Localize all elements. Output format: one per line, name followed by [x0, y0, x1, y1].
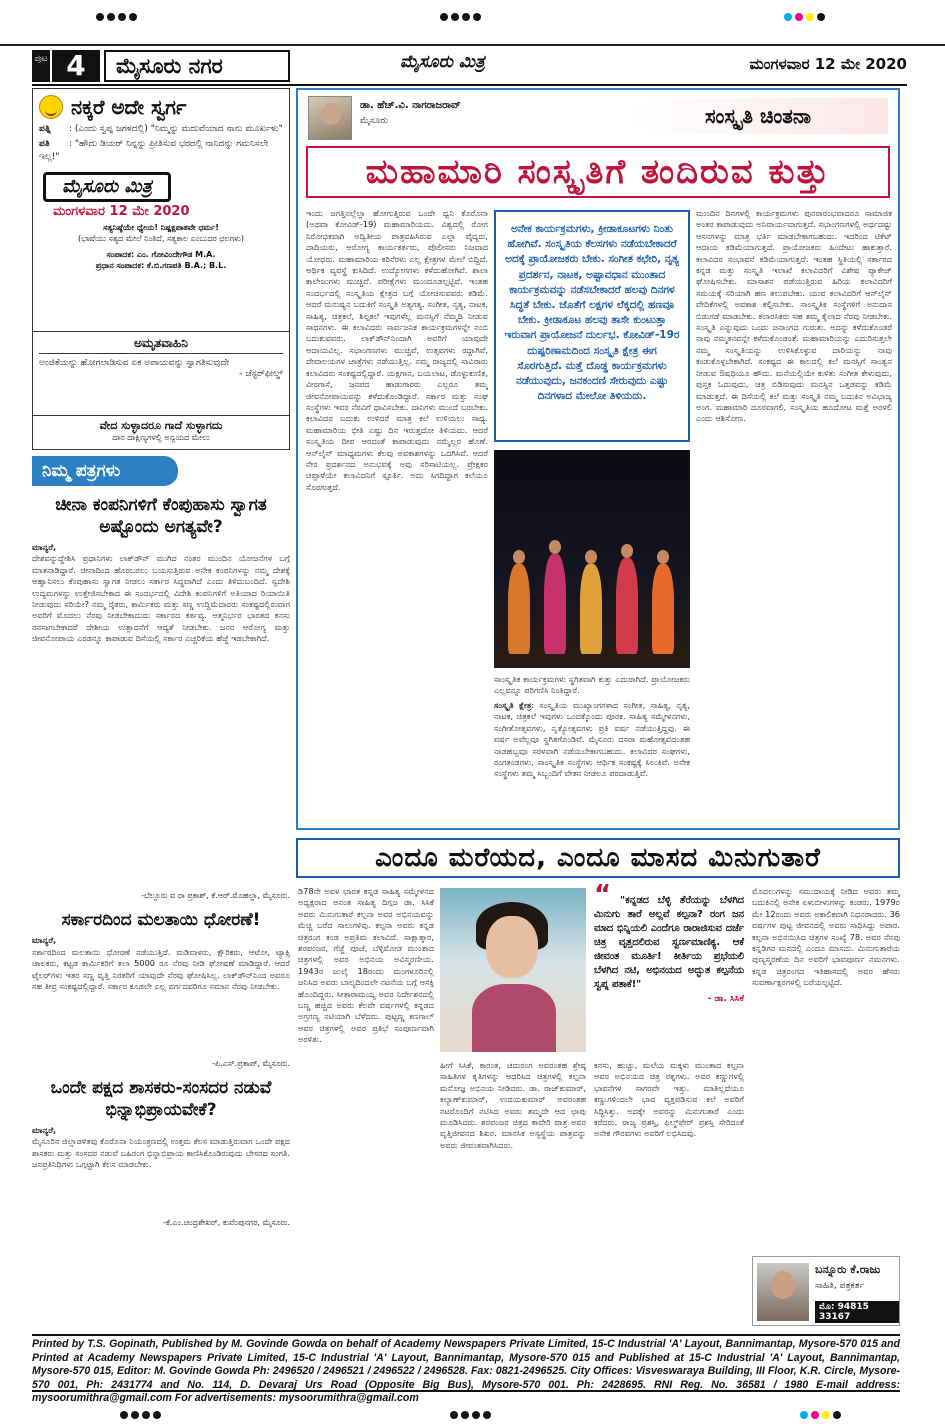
- registration-marks-bottom-left: [120, 1404, 164, 1414]
- photo-face: [486, 916, 538, 978]
- letter-signoff: -ಬೆಲ್ಲೂರು ವ ರಾ ಪ್ರಕಾಶ್, ಕೆ.ಆರ್.ಮೊಹಲ್ಲಾ, ಮೈಸೂರು.: [141, 891, 290, 901]
- joke-title: ನಕ್ಕರೆ ಅದೇ ಸ್ವರ್ಗ: [71, 95, 187, 119]
- section-title: ಮೈಸೂರು ನಗರ: [104, 50, 290, 82]
- laughing-face-icon: [39, 95, 63, 119]
- tagline: ಸತ್ಯನಿಷ್ಠೆಯೇ ಧ್ಯೇಯ! ನಿಷ್ಪಕ್ಷಪಾತವೇ ಧರ್ಮ!: [103, 223, 219, 232]
- registration-marks-bottom-right: [800, 1404, 844, 1414]
- joke-box: [32, 88, 290, 332]
- quote-of-day-title: ಅಮೃತವಾಹಿನಿ: [39, 336, 283, 354]
- author-place: ಮೈಸೂರು: [360, 116, 388, 126]
- tribute-column-4: ಮೊದಲುಗಳನ್ನು ಸಮುದಾಯಕ್ಕೆ ನೀಡಿದ ಅವರು ತಮ್ಮ ಬದುಕಿನಲ್ಲಿ ಅನೇಕ ಏಳುಬೀಳುಗಳನ್ನು ಕಂಡರು. 1979ರ ಮೇ 12ರಂದು ಅವರು ಅಕಾಲಿಕವಾಗಿ ನಿಧನರಾದರು. 36 ವರ್ಷಗಳ ಪುಟ್ಟ ಜೀವನದಲ್ಲಿ ಅವರು ಸಾಧಿಸಿದ್ದು ಅಪಾರ. ಕಲ್ಪನಾ ಅಭಿನಯಿಸಿದ ಚಿತ್ರಗಳ ಸಂಖ್ಯೆ 78. ಅವರ ನೆನಪು ಕನ್ನಡಿಗರ ಮನದಲ್ಲಿ ಎಂದೂ ಮಾಸದು. ಮಿನುಗುತಾರೆಯ ಪುಣ್ಯಸ್ಮರಣೆಯ ದಿನ ಅವರಿಗೆ ಭಾವಪೂರ್ಣ ನಮನಗಳು. ಕನ್ನಡ ಚಿತ್ರರಂಗದ ಇತಿಹಾಸದಲ್ಲಿ ಅವರ ಹೆಸರು ಸುವರ್ಣಾಕ್ಷರಗಳಲ್ಲಿ ಬರೆಯಲ್ಪಟ್ಟಿದೆ.: [752, 886, 900, 988]
- dancers-photo: [494, 450, 690, 668]
- column-title: ಸಂಸ್ಕೃತಿ ಚಿಂತನಾ: [628, 98, 888, 134]
- tribute-column-1: ಡಿ78ನೇ ಅವಳ ಭಾರತ ಕನ್ನಡ ಸಾಹಿತ್ಯ ಸಮ್ಮೇಳನದ ಅಧ್ಯಕ್ಷರಾದ ಅನಂತ ಸಾಹಿತ್ಯ ದಿಗ್ಗಜ ಡಾ. ಸಿಸಿಕೆ ಅವರು ಮಿನುಗುತಾರೆ ಕಲ್ಪನಾ ಅವರ ಅಭಿನಯವನ್ನು ಮೆಚ್ಚಿ ಬರೆದ ಸಾಲುಗಳಿವು. ಕಲ್ಪನಾ ಅವರು ಕನ್ನಡ ಚಿತ್ರರಂಗ ಕಂಡ ಅಪ್ರತಿಮ ಕಲಾವಿದೆ. ಸಾಕ್ಷಾತ್ಕಾರ, ಶರಪಂಜರ, ಗೆಜ್ಜೆ ಪೂಜೆ, ಬೆಳ್ಳಿಮೋಡ ಮುಂತಾದ ಚಿತ್ರಗಳಲ್ಲಿ ಅವರ ಅಭಿನಯ ಅವಿಸ್ಮರಣೀಯ. 1943ರ ಜುಲೈ 18ರಂದು ಮಂಗಳೂರಿನಲ್ಲಿ ಜನಿಸಿದ ಅವರು ಬಾಲ್ಯದಿಂದಲೇ ನಟನೆಯ ಬಗ್ಗೆ ಆಸಕ್ತಿ ಹೊಂದಿದ್ದರು. ಸೀತಾರಾಮಯ್ಯ ಅವರ ನಿರ್ದೇಶನದಲ್ಲಿ ಬಣ್ಣ ಹಚ್ಚಿದ ಅವರು ಕೆಲವೇ ವರ್ಷಗಳಲ್ಲಿ ಕನ್ನಡದ ಅಗ್ರಗಣ್ಯ ನಟಿಯಾಗಿ ಬೆಳೆದರು. ಪುಟ್ಟಣ್ಣ ಕಣಗಾಲ್ ಅವರ ಚಿತ್ರಗಳಲ್ಲಿ ಅವರ ಪ್ರತಿಭೆ ಸಂಪೂರ್ಣವಾಗಿ ಅರಳಿತು.: [298, 886, 434, 1045]
- tribute-quote: [594, 880, 745, 1048]
- registration-marks-bottom-center: [450, 1404, 494, 1414]
- letter-signoff: -ಪಿ.ಎಸ್.ಪ್ರತಾಪ್, ಮೈಸೂರು.: [212, 1058, 290, 1068]
- letter-headline: ಚೀನಾ ಕಂಪನಿಗಳಿಗೆ ಕೆಂಪುಹಾಸು ಸ್ವಾಗತ ಅಷ್ಟೊಂದು ಅಗತ್ಯವೇ?: [55, 495, 267, 537]
- byline-photo: [757, 1263, 809, 1321]
- proverb-text: ವೇದ ಸುಳ್ಳಾದರೂ ಗಾದೆ ಸುಳ್ಳಾಗದು: [99, 419, 223, 432]
- author-name: ಡಾ. ಹೆಚ್.ವಿ. ನಾಗರಾಜರಾವ್: [360, 100, 461, 111]
- letter-body: ಸರ್ಕಾರದಿಂದ ಮಲತಾಯಿ ಧೋರಣೆ ನಡೆಯುತ್ತಿದೆ. ಮಡಿವಾಳರು, ಕ್ಷೌರಿಕರು, ಆಟೋ, ಟ್ಯಾಕ್ಸಿ ಚಾಲಕರು, ಕಟ್ಟಡ ಕಾರ್ಮಿಕರಿಗೆ ತಲಾ 5000 ರೂ ನೆರವು ನೀಡಿ ಘೋಷಣೆ ಮಾಡಿದ್ದಾರೆ. ಆದರೆ ಟೈಲರ್‌ಗಳು ಇತರ ಸಣ್ಣ ವೃತ್ತಿ ನಿರತರಿಗೆ ಯಾವುದೇ ನೆರವು ಘೋಷಿಸಿಲ್ಲ. ಲಾಕ್‌ಡೌನ್‌ನಿಂದ ಅವರೂ ಸಹ ತೀವ್ರ ಸಂಕಷ್ಟದಲ್ಲಿದ್ದಾರೆ. ಸರ್ಕಾರ ಕೂಡಲೇ ಎಲ್ಲ ವರ್ಗದವರಿಗೂ ಸಮಾನ ನೆರವು ನೀಡಬೇಕು.: [32, 946, 290, 992]
- quote-of-day-box: [32, 332, 290, 416]
- byline-name: ಬನ್ನೂರು ಕೆ.ರಾಜು: [815, 1263, 881, 1276]
- photo-shoulders: [472, 984, 556, 1052]
- dancer-figure: [508, 564, 530, 654]
- page-number: 4: [52, 50, 100, 82]
- page-label: ಪುಟ: [32, 50, 50, 82]
- article-column-2: ಸಂಸ್ಕೃತಿ ಕ್ಷೇತ್ರ: ಸಂಸ್ಕೃತಿಯ ಮುಖ್ಯಾಂಗಗಳಾದ ಸಂಗೀತ, ಸಾಹಿತ್ಯ, ನೃತ್ಯ, ನಾಟಕ, ಚಿತ್ರಕಲೆ ಇವುಗಳು ಒಂದಕ್ಕೊಂದು ಪೂರಕ. ಸಾಹಿತ್ಯ ಸಮ್ಮೇಳನಗಳು, ಸಂಗೀತೋತ್ಸವಗಳು, ನೃತ್ಯೋತ್ಸವಗಳು ಪ್ರತಿ ವರ್ಷ ನಡೆಯುತ್ತಿದ್ದವು. ಈ ವರ್ಷ ಅವೆಲ್ಲವೂ ಸ್ಥಗಿತಗೊಂಡಿವೆ. ಮೈಸೂರು ದಸರಾ ಮಹೋತ್ಸವದಂತಹ ನಾಡಹಬ್ಬವೂ ಸರಳವಾಗಿ ನಡೆಯಬೇಕಾಗಬಹುದು. ಕಲಾವಿದರ ಸಂಘಗಳು, ರಂಗತಂಡಗಳು, ಸಾಂಸ್ಕೃತಿಕ ಸಂಸ್ಥೆಗಳು ಆರ್ಥಿಕ ಸಂಕಷ್ಟಕ್ಕೆ ಸಿಲುಕಿವೆ. ಅನೇಕ ಸಂಸ್ಥೆಗಳು ತಮ್ಮ ಸಿಬ್ಬಂದಿಗೆ ವೇತನ ನೀಡಲೂ ಪರದಾಡುತ್ತಿವೆ.: [494, 700, 690, 779]
- quote-mark-icon: “: [594, 880, 612, 910]
- registration-marks-right: [784, 6, 828, 16]
- masthead: ಮೈಸೂರು ಮಿತ್ರ: [400, 52, 485, 72]
- byline-phone: ಮೊ: 94815 33167: [815, 1301, 899, 1323]
- letter-signoff: -ಕೆ.ಎಂ.ಚಂದ್ರಶೇಖರ್, ಕುವೆಂಪುನಗರ, ಮೈಸೂರು.: [162, 1218, 290, 1228]
- joke-line: [39, 138, 283, 164]
- dancer-figure: [616, 558, 638, 654]
- tribute-headline: ಎಂದೂ ಮರೆಯದ, ಎಂದೂ ಮಾಸದ ಮಿನುಗುತಾರೆ: [296, 838, 900, 878]
- letter-item: [32, 1077, 290, 1228]
- letter-salute: ಮಾನ್ಯರೆ,: [32, 1124, 57, 1135]
- letter-headline: ಒಂದೇ ಪಕ್ಷದ ಶಾಸಕರು-ಸಂಸದರ ನಡುವೆ ಭಿನ್ನಾಭಿಪ್ರಾಯವೇಕೆ?: [50, 1077, 272, 1120]
- letter-body: ಮೈಸೂರಿನ ಜಿಲ್ಲಾಡಳಿತವು ಕೊರೊನಾ ನಿಯಂತ್ರಣದಲ್ಲಿ ಉತ್ತಮ ಕೆಲಸ ಮಾಡುತ್ತಿರುವಾಗ ಒಂದೇ ಪಕ್ಷದ ಶಾಸಕರು ಮತ್ತು ಸಂಸದರ ನಡುವೆ ಬಹಿರಂಗ ಭಿನ್ನಾಭಿಪ್ರಾಯ ಕಾಣಿಸಿಕೊಂಡಿರುವುದು ಬೇಸರದ ಸಂಗತಿ. ಜನಪ್ರತಿನಿಧಿಗಳು ಒಗ್ಗಟ್ಟಾಗಿ ಕೆಲಸ ಮಾಡಬೇಕು.: [32, 1136, 290, 1170]
- joke-header: [39, 93, 283, 121]
- joke-speaker: ಪತಿ: [39, 139, 50, 149]
- left-column: [32, 88, 290, 1232]
- imprint-footer: Printed by T.S. Gopinath, Published by M. Govinde Gowda on behalf of Academy Newspapers Private Limited, 15-C Industrial 'A' Layout, Bannimantap, Mysore-570 015 and Printed at Academy Newspapers Private Limited, 15-C Industrial 'A' Layout, Bannimantap, Mysore-570 015 and Published at 15-C Industrial 'A' Layout, Bannimantap, Mysore-570 015, Editor: M. Govinde Gowda Ph: 2496520 / 2496521 / 2496522 / 2496528. Fax: 0821-2496525. City Offices: Visveswaraya Building, III Floor, K.R. Circle, Mysore-570 001, Ph: 2431774 and No. 114, D. Devaraj Urs Road (Opposite Big Bus), Mysore-570 001. Ph: 2428695. RNI Reg. No. 36581 / 1980 E-mail address: mysoorumithra@gmail.com For advertisements: mysoorumithra@gmail.com: [32, 1334, 900, 1392]
- article-column-3: ಮುಂದಿನ ದಿನಗಳಲ್ಲಿ ಕಾರ್ಯಕ್ರಮಗಳು ಪುನರಾರಂಭವಾದರೂ ಸಾಮಾಜಿಕ ಅಂತರ ಕಾಪಾಡುವುದು ಅನಿವಾರ್ಯವಾಗುತ್ತದೆ. ಸಭಾಂಗಣಗಳಲ್ಲಿ ಅರ್ಧದಷ್ಟು ಆಸನಗಳನ್ನು ಮಾತ್ರ ಭರ್ತಿ ಮಾಡಬೇಕಾಗಬಹುದು. ಇದರಿಂದ ಟಿಕೆಟ್ ಆದಾಯ ಕಡಿಮೆಯಾಗುತ್ತದೆ. ಪ್ರಾಯೋಜಕರು ಹಿಂದೇಟು ಹಾಕುತ್ತಾರೆ. ಕಲಾವಿದರ ಸಂಭಾವನೆ ಕಡಿಮೆಯಾಗುತ್ತದೆ. ಇಂತಹ ಸ್ಥಿತಿಯಲ್ಲಿ ಸರ್ಕಾರದ ಕನ್ನಡ ಮತ್ತು ಸಂಸ್ಕೃತಿ ಇಲಾಖೆ ಕಲಾವಿದರಿಗೆ ವಿಶೇಷ ಪ್ಯಾಕೇಜ್ ಘೋಷಿಸಬೇಕು. ಮಾಸಾಶನ ಪಡೆಯುತ್ತಿರುವ ಹಿರಿಯ ಕಲಾವಿದರಿಗೆ ಸಮಯಕ್ಕೆ ಸರಿಯಾಗಿ ಹಣ ತಲುಪಬೇಕು. ಯುವ ಕಲಾವಿದರಿಗೆ ಆನ್‌ಲೈನ್ ವೇದಿಕೆಗಳಲ್ಲಿ ಅವಕಾಶ ಕಲ್ಪಿಸಬೇಕು. ಸಾಂಸ್ಕೃತಿಕ ಸಂಸ್ಥೆಗಳಿಗೆ ಅನುದಾನ ಬಿಡುಗಡೆ ಮಾಡಬೇಕು. ಕಲಾರಸಿಕರು ಸಹ ತಮ್ಮ ಕೈಲಾದ ನೆರವು ನೀಡಬೇಕು. ಸಂಸ್ಕೃತಿ ಎನ್ನುವುದು ಒಂದು ಜನಾಂಗದ ಗುರುತು. ಅದನ್ನು ಕಳೆದುಕೊಂಡರೆ ನಾವು ನಮ್ಮತನವನ್ನೇ ಕಳೆದುಕೊಂಡಂತೆ. ಮಹಾಮಾರಿಯನ್ನು ಎದುರಿಸುತ್ತಲೇ ನಮ್ಮ ಸಂಸ್ಕೃತಿಯನ್ನು ಉಳಿಸಿಕೊಳ್ಳುವ ದಾರಿಯನ್ನು ನಾವು ಕಂಡುಕೊಳ್ಳಬೇಕಾಗಿದೆ. ಸಂಕಷ್ಟದ ಈ ಕಾಲದಲ್ಲಿ ಕಲೆ ಮನಸ್ಸಿಗೆ ಸಾಂತ್ವನ ನೀಡುವ ಔಷಧಿಯೂ ಹೌದು. ಮನೆಯಲ್ಲಿಯೇ ಕುಳಿತು ಸಂಗೀತ ಕೇಳುವುದು, ಪುಸ್ತಕ ಓದುವುದು, ಚಿತ್ರ ಬಿಡಿಸುವುದು ಮನಸ್ಸಿನ ಒತ್ತಡವನ್ನು ಕಡಿಮೆ ಮಾಡುತ್ತದೆ. ಈ ದಿಸೆಯಲ್ಲಿ ಕಲೆ ಮತ್ತು ಸಂಸ್ಕೃತಿ ನಮ್ಮ ಬದುಕಿನ ಅವಿಭಾಜ್ಯ ಅಂಗ. ಮಹಾಮಾರಿ ದೂರವಾಗಲಿ, ಸಂಸ್ಕೃತಿಯ ಹೂದೋಟ ಮತ್ತೆ ಅರಳಲಿ ಎಂದು ಆಶಿಸೋಣ.: [696, 208, 892, 424]
- tribute-quote-author: - ಡಾ. ಸಿಸಿಕೆ: [707, 994, 744, 1004]
- dancer-figure: [652, 564, 674, 654]
- joke-line: [39, 123, 283, 136]
- dancer-figure: [580, 564, 602, 654]
- quote-of-day-author: - ಚೆಸ್ಟರ್‌ಫೀಲ್ಡ್: [239, 369, 283, 379]
- top-margin: [0, 0, 945, 46]
- article-column-2-text: ಸಂಸ್ಕೃತಿಯ ಮುಖ್ಯಾಂಗಗಳಾದ ಸಂಗೀತ, ಸಾಹಿತ್ಯ, ನೃತ್ಯ, ನಾಟಕ, ಚಿತ್ರಕಲೆ ಇವುಗಳು ಒಂದಕ್ಕೊಂದು ಪೂರಕ. ಸಾಹಿತ್ಯ ಸಮ್ಮೇಳನಗಳು, ಸಂಗೀತೋತ್ಸವಗಳು, ನೃತ್ಯೋತ್ಸವಗಳು ಪ್ರತಿ ವರ್ಷ ನಡೆಯುತ್ತಿದ್ದವು. ಈ ವರ್ಷ ಅವೆಲ್ಲವೂ ಸ್ಥಗಿತಗೊಂಡಿವೆ. ಮೈಸೂರು ದಸರಾ ಮಹೋತ್ಸವದಂತಹ ನಾಡಹಬ್ಬವೂ ಸರಳವಾಗಿ ನಡೆಯಬೇಕಾಗಬಹುದು. ಕಲಾವಿದರ ಸಂಘಗಳು, ರಂಗತಂಡಗಳು, ಸಾಂಸ್ಕೃತಿಕ ಸಂಸ್ಥೆಗಳು ಆರ್ಥಿಕ ಸಂಕಷ್ಟಕ್ಕೆ ಸಿಲುಕಿವೆ. ಅನೇಕ ಸಂಸ್ಥೆಗಳು ತಮ್ಮ ಸಿಬ್ಬಂದಿಗೆ ವೇತನ ನೀಡಲೂ ಪರದಾಡುತ್ತಿವೆ.: [494, 700, 690, 779]
- header-rule: [32, 84, 907, 86]
- editor-credit: ಸಂಪಾದಕ: ಎಂ. ಗೋವಿಂದೇಗೌಡ M.A.: [106, 250, 216, 259]
- newspaper-logo: ಮೈಸೂರು ಮಿತ್ರ: [43, 172, 171, 202]
- letter-item: [32, 494, 290, 901]
- dancer-figure: [544, 554, 566, 654]
- byline-role: ಸಾಹಿತಿ, ಪತ್ರಕರ್ತ: [815, 1281, 865, 1291]
- sub-tagline: (ಭಾಷೆಯು ಸತ್ಯದ ಮೇಲೆ ನಿಂತಿದೆ, ಸತ್ಯಕಾಲ ಎಂಬುದರ ಛಲಗಳು): [77, 234, 245, 243]
- issue-date: ಮಂಗಳವಾರ 12 ಮೇ 2020: [749, 55, 907, 73]
- joke-text: : (ಎಂದು ಸ್ವಪ್ನ ಜಗಳದಲ್ಲಿ) "ನಿಮ್ಮನ್ನು ಮದುವೆಯಾದ ನಾನು ಮೂರ್ಖಳು": [69, 124, 283, 134]
- letter-salute: ಮಾನ್ಯರೆ,: [32, 935, 57, 946]
- letters-banner: ನಿಮ್ಮ ಪತ್ರಗಳು: [32, 456, 178, 486]
- letter-item: [32, 909, 290, 1068]
- registration-marks-left: [96, 6, 140, 16]
- registration-marks-center: [440, 6, 484, 16]
- author-photo: [308, 96, 352, 140]
- letter-salute: ಮಾನ್ಯರೆ,: [32, 542, 57, 552]
- joke-text: : "ಹೌದು ಡಿಯರ್ ನಿನ್ನನ್ನು ಪ್ರೀತಿಸುವ ಭರದಲ್ಲಿ ನಾನಿದನ್ನು ಗಮನಿಸಲೇ ಇಲ್ಲ!": [39, 139, 269, 162]
- culture-article: [296, 88, 900, 830]
- logo-date: ಮಂಗಳವಾರ 12 ಮೇ 2020: [53, 204, 190, 219]
- proverb-sub: ದಾನ ದಾಕ್ಷಿಣ್ಯಗಳಲ್ಲಿ ಅನ್ವಯದ ಮೇಲು: [112, 433, 210, 442]
- tribute-column-3: ಕನಸು, ಹುಚ್ಚು, ಮಲೆಯ ಮಕ್ಕಳು ಮುಂತಾದ ಕಲ್ಪನಾ ಅವರ ಅಭಿನಯದ ಚಿತ್ರ ರತ್ನಗಳು. ಅವರ ಕಣ್ಣುಗಳಲ್ಲಿ ಭಾವನೆಗಳ ಸಾಗರವೇ ಇತ್ತು. ಮಾತಿಲ್ಲದೆಯೂ ಕಣ್ಣುಗಳಿಂದಲೇ ಭಾವ ವ್ಯಕ್ತಪಡಿಸುವ ಕಲೆ ಅವರಿಗೆ ಸಿದ್ಧಿಸಿತ್ತು. ಅದಕ್ಕೇ ಅವರನ್ನು ಮಿನುಗುತಾರೆ ಎಂದು ಕರೆದರು. ರಾಜ್ಯ ಪ್ರಶಸ್ತಿ, ಫಿಲ್ಮ್‌ಫೇರ್ ಪ್ರಶಸ್ತಿ ಸೇರಿದಂತೆ ಅನೇಕ ಗೌರವಗಳು ಅವರಿಗೆ ಲಭಿಸಿದವು.: [594, 1060, 744, 1139]
- proverb-box: [32, 416, 290, 450]
- publisher-credit: ಪ್ರಧಾನ ಸಂಪಾದಕ: ಕೆ.ಬಿ.ಗಣಪತಿ B.A.; B.L.: [95, 261, 227, 270]
- tribute-quote-text: "ಕನ್ನಡದ ಬೆಳ್ಳಿ ತೆರೆಯನ್ನು ಬೆಳಗಿದ ಮಿನುಗು ತಾರೆ ಅಲ್ಲವೆ ಕಲ್ಪನಾ? ರಂಗ ಜನ ಮಾದ ಭಿನ್ನಿಯಲಿ ಎಂದೆಗೂ ರಾರಾಜಿಸುವ ದರ್ಜೆ ಚಿತ್ರ ವೃತ್ತದಲಿರುವ ಸ್ವರ್ಣಮಾಣಿಕ್ಯ. ಆಕೆ ಜೀವಂತ ಮೂರ್ತಿ! ಕೀರ್ತಿಯ ಪ್ರಭೆಯಲಿ ಬೆಳಗಿದ ನಟಿ, ಅಭಿನಯದ ಅದ್ಭುತ ಕಲ್ಪನೆಯ ಸ್ವಪ್ನ ಪತಾಕೆ!": [594, 895, 745, 990]
- tribute-column-2: ಹೀಗೆ ಸಿಸಿಕೆ, ಕಾರಂತ, ಚದುರಂಗ ಅವರಂತಹ ಶ್ರೇಷ್ಠ ಸಾಹಿತಿಗಳ ಕೃತಿಗಳನ್ನು ಆಧರಿಸಿದ ಚಿತ್ರಗಳಲ್ಲಿ ಕಲ್ಪನಾ ಮನೋಜ್ಞ ಅಭಿನಯ ನೀಡಿದರು. ಡಾ. ರಾಜ್‌ಕುಮಾರ್, ಕಲ್ಯಾಣ್‌ಕುಮಾರ್, ಉದಯಕುಮಾರ್ ಅವರಂತಹ ನಟರೊಂದಿಗೆ ನಟಿಸಿದ ಅವರು ತಮ್ಮದೇ ಆದ ಛಾಪು ಮೂಡಿಸಿದರು. ಶರಪಂಜರ ಚಿತ್ರದ ಕಾವೇರಿ ಪಾತ್ರ ಅವರ ವೃತ್ತಿಜೀವನದ ಶಿಖರ. ಮಾನಸಿಕ ಅಸ್ವಸ್ಥೆಯ ಪಾತ್ರವನ್ನು ಅವರು ಜೀವಂತವಾಗಿಸಿದರು.: [440, 1060, 586, 1150]
- joke-speaker: ಪತ್ನಿ: [39, 124, 51, 134]
- actress-photo: [440, 888, 586, 1052]
- article-headline: ಮಹಾಮಾರಿ ಸಂಸ್ಕೃತಿಗೆ ತಂದಿರುವ ಕುತ್ತು: [306, 146, 890, 198]
- article-subhead: ಸಂಸ್ಕೃತಿ ಕ್ಷೇತ್ರ: [494, 700, 532, 710]
- article-column-1: ಇಂದು ಜಗತ್ತಿನಲ್ಲೆಲ್ಲಾ ಹೋಗುತ್ತಿರುವ ಒಂದೇ ಧ್ವನಿ ಕೊರೊನಾ (ಅಥವಾ ಕೋವಿಡ್-19) ಮಹಾಮಾರಿಯದು. ವಿಶ್ವದಲ್ಲಿ ರೋಗ ನಿರೋಧಕವಾಗಿ ಅದ್ವಿತೀಯ ಪಾತ್ರವಹಿಸಿರುವ ಎಲ್ಲಾ ವೈದ್ಯರು, ದಾದಿಯರು, ಆರೋಗ್ಯ ಕಾರ್ಯಕರ್ತರು, ಪೊಲೀಸರು ನಿಜವಾದ ಯೋಧರು. ಮಹಾಮಾರಿಯ ಕರಿನೆರಳು ಎಲ್ಲ ಕ್ಷೇತ್ರಗಳ ಮೇಲೆ ಬಿದ್ದಿದೆ. ಆರ್ಥಿಕ ವ್ಯವಸ್ಥೆ ಕುಸಿದಿದೆ. ಉದ್ಯೋಗಗಳು ಕಳೆದುಹೋಗಿವೆ. ಶಾಲಾ ಕಾಲೇಜುಗಳು ಮುಚ್ಚಿವೆ. ಪರೀಕ್ಷೆಗಳು ಮುಂದೂಡಲ್ಪಟ್ಟಿವೆ. ಇಂತಹ ಸಂದರ್ಭದಲ್ಲಿ ಸಂಸ್ಕೃತಿಯ ಕ್ಷೇತ್ರದ ಬಗ್ಗೆ ಯೋಚಿಸುವವರು ಕಡಿಮೆ. ಆದರೆ ಮನುಷ್ಯನ ಬದುಕಿಗೆ ಸಂಸ್ಕೃತಿ ಅತ್ಯಗತ್ಯ. ಸಂಗೀತ, ನೃತ್ಯ, ನಾಟಕ, ಸಾಹಿತ್ಯ, ಚಿತ್ರಕಲೆ, ಶಿಲ್ಪಕಲೆ ಇವುಗಳೆಲ್ಲ ಮನಸ್ಸಿಗೆ ನೆಮ್ಮದಿ ನೀಡುವ ಸಾಧನಗಳು. ಈ ಕಲಾವಿದರು ಸಾರ್ವಜನಿಕ ಕಾರ್ಯಕ್ರಮಗಳನ್ನೇ ನಂಬಿ ಬದುಕುವವರು. ಲಾಕ್‌ಡೌನ್‌ನಿಂದಾಗಿ ಅವರಿಗೆ ಯಾವುದೇ ಆದಾಯವಿಲ್ಲ. ಸಭಾಂಗಣಗಳು ಮುಚ್ಚಿವೆ, ಉತ್ಸವಗಳು ರದ್ದಾಗಿವೆ, ದೇವಾಲಯಗಳ ಜಾತ್ರೆಗಳು ನಡೆಯುತ್ತಿಲ್ಲ. ನಮ್ಮ ರಾಜ್ಯದಲ್ಲಿ ಸಾವಿರಾರು ಕಲಾವಿದರು ಸಂಕಷ್ಟದಲ್ಲಿದ್ದಾರೆ. ಯಕ್ಷಗಾನ, ಬಯಲಾಟ, ಡೊಳ್ಳುಕುಣಿತ, ವೀರಗಾಸೆ, ಜನಪದ ಹಾಡುಗಾರರು ಎಲ್ಲರೂ ತಮ್ಮ ಜೀವನೋಪಾಯವನ್ನು ಕಳೆದುಕೊಂಡಿದ್ದಾರೆ. ಸರ್ಕಾರ ಮತ್ತು ಸಂಘ ಸಂಸ್ಥೆಗಳು ಇವರ ನೆರವಿಗೆ ಧಾವಿಸಬೇಕು. ದಾನಿಗಳು ಮುಂದೆ ಬರಬೇಕು. ಕಲಾವಿದರ ಬದುಕು ಉಳಿದರೆ ಮಾತ್ರ ಕಲೆ ಉಳಿಯಲು ಸಾಧ್ಯ. ಮಹಾಮಾರಿಯ ಭೀತಿ ಎಷ್ಟು ದಿನ ಇರುತ್ತದೋ ತಿಳಿಯದು. ಆದರೆ ಸಂಸ್ಕೃತಿಯ ದೀಪ ಆರದಂತೆ ಕಾಪಾಡುವುದು ನಮ್ಮೆಲ್ಲರ ಹೊಣೆ. ಆನ್‌ಲೈನ್ ಮಾಧ್ಯಮಗಳು ಕೆಲವು ಅವಕಾಶಗಳನ್ನು ಒದಗಿಸಿವೆ. ಆದರೆ ನೇರ ಪ್ರದರ್ಶನದ ಅನುಭವಕ್ಕೆ ಅವು ಸರಿಸಾಟಿಯಲ್ಲ. ಪ್ರೇಕ್ಷಕರ ಚಪ್ಪಾಳೆಯೇ ಕಲಾವಿದನಿಗೆ ಸ್ಫೂರ್ತಿ. ಅದು ಸಿಗದಿದ್ದಾಗ ಕಲೆಯೂ ಸೊರಗುತ್ತದೆ.: [306, 208, 488, 492]
- tribute-byline: [752, 1256, 900, 1326]
- quote-of-day-text: ಅಂಜಿಕೆಯನ್ನು ಹೋಗಲಾಡಿಸುವ ಏಕ ಅಪಾಯವನ್ನು ಸ್ವಾಗತಿಸುವುದೇ: [39, 358, 230, 368]
- article-column-2-top: ಸಾಂಸ್ಕೃತಿಕ ಕಾರ್ಯಕ್ರಮಗಳು ಸ್ಥಗಿತವಾಗಿ ಕುತ್ತು ಎದುರಾಗಿದೆ. ಪ್ರಾಯೋಜಕರು ಎಲ್ಲವನ್ನೂ ಪರಿಗಣಿಸಿ ನಿಂತಿದ್ದಾರೆ.: [494, 674, 690, 696]
- letter-headline: ಸರ್ಕಾರದಿಂದ ಮಲತಾಯಿ ಧೋರಣೆ!: [61, 910, 261, 931]
- pull-quote: ಅನೇಕ ಕಾರ್ಯಕ್ರಮಗಳು, ಕ್ರೀಡಾಕೂಟಗಳು ನಿಂತು ಹೋಗಿವೆ. ಸಂಸ್ಕೃತಿಯ ಕೆಲಸಗಳು ನಡೆಯಬೇಕಾದರೆ ಅದಕ್ಕೆ ಪ್ರಾಯೋಜಕರು ಬೇಕು. ಸಂಗೀತ ಕಛೇರಿ, ನೃತ್ಯ ಪ್ರದರ್ಶನ, ನಾಟಕ, ಅಷ್ಟಾವಧಾನ ಮುಂತಾದ ಕಾರ್ಯಕ್ರಮವನ್ನು ನಡೆಸಬೇಕಾದರೆ ಹಲವು ದಿನಗಳ ಸಿದ್ಧತೆ ಬೇಕು. ಜೊತೆಗೆ ಲಕ್ಷಗಳ ಲೆಕ್ಕದಲ್ಲಿ ಹಣವೂ ಬೇಕು. ಕ್ರೀಡಾಕೂಟ ಹಲವು ತಾಸೇ ಕುಂಟುತ್ತಾ ಇರುವಾಗ ಪ್ರಾಯೋಜನೆ ದುರ್ಲಭ. ಕೋವಿಡ್-19ರ ದುಷ್ಪರಿಣಾಮದಿಂದ ಸಂಸ್ಕೃತಿ ಕ್ಷೇತ್ರ ಈಗ ಸೊರಗುತ್ತಿದೆ. ಮತ್ತೆ ದೊಡ್ಡ ಕಾರ್ಯಕ್ರಮಗಳು ನಡೆಯುವುದು, ಜನಕಂದಣಿ ಸೇರುವುದು ಎಷ್ಟು ದಿನಗಳಾದ ಮೇಲೋ ತಿಳಿಯದು.: [494, 210, 690, 442]
- letter-body: ದೇಶವನ್ನುದ್ದೇಶಿಸಿ ಪ್ರಧಾನಿಗಳು ಲಾಕ್‌ಡೌನ್ ಮುಗಿದ ನಂತರ ಮುಂದಿನ ಯೋಜನೆಗಳ ಬಗ್ಗೆ ಮಾತನಾಡಿದ್ದಾರೆ. ಚೀನಾದಿಂದ ಹೊರಬರಲು ಬಯಸುತ್ತಿರುವ ಅನೇಕ ಕಂಪನಿಗಳನ್ನು ನಮ್ಮ ದೇಶಕ್ಕೆ ಆಹ್ವಾನಿಸಲು ಕೆಂಪುಹಾಸು ಸ್ವಾಗತ ನೀಡಲು ಸರ್ಕಾರ ಸಿದ್ಧವಾಗಿದೆ ಎಂದು ತಿಳಿದುಬಂದಿದೆ. ಸ್ವದೇಶಿ ಉದ್ಯಮಗಳನ್ನು ಉತ್ತೇಜಿಸಬೇಕಾದ ಈ ಸಂದರ್ಭದಲ್ಲಿ ವಿದೇಶಿ ಕಂಪನಿಗಳಿಗೆ ಅತಿಯಾದ ರಿಯಾಯಿತಿ ನೀಡುವುದು ಸರಿಯೇ? ನಮ್ಮ ರೈತರು, ಕಾರ್ಮಿಕರು ಮತ್ತು ಸಣ್ಣ ಉದ್ದಿಮೆದಾರರು ಸಂಕಷ್ಟದಲ್ಲಿರುವಾಗ ಅವರಿಗೆ ಮೊದಲು ನೆರವು ನೀಡಬೇಕಾದುದು ಸರ್ಕಾರದ ಕರ್ತವ್ಯ. ಆತ್ಮನಿರ್ಭರ ಭಾರತದ ಕನಸು ನನಸಾಗಬೇಕಾದರೆ ದೇಶೀಯ ಉತ್ಪಾದನೆಗೆ ಆದ್ಯತೆ ನೀಡಬೇಕು. ಜನರ ಆರೋಗ್ಯ ಮತ್ತು ಜೀವನೋಪಾಯ ಎರಡನ್ನೂ ಕಾಪಾಡುವ ದಿಸೆಯಲ್ಲಿ ಸರ್ಕಾರ ಎಚ್ಚರಿಕೆಯ ಹೆಜ್ಜೆ ಇಡಬೇಕಾಗಿದೆ.: [32, 553, 290, 644]
